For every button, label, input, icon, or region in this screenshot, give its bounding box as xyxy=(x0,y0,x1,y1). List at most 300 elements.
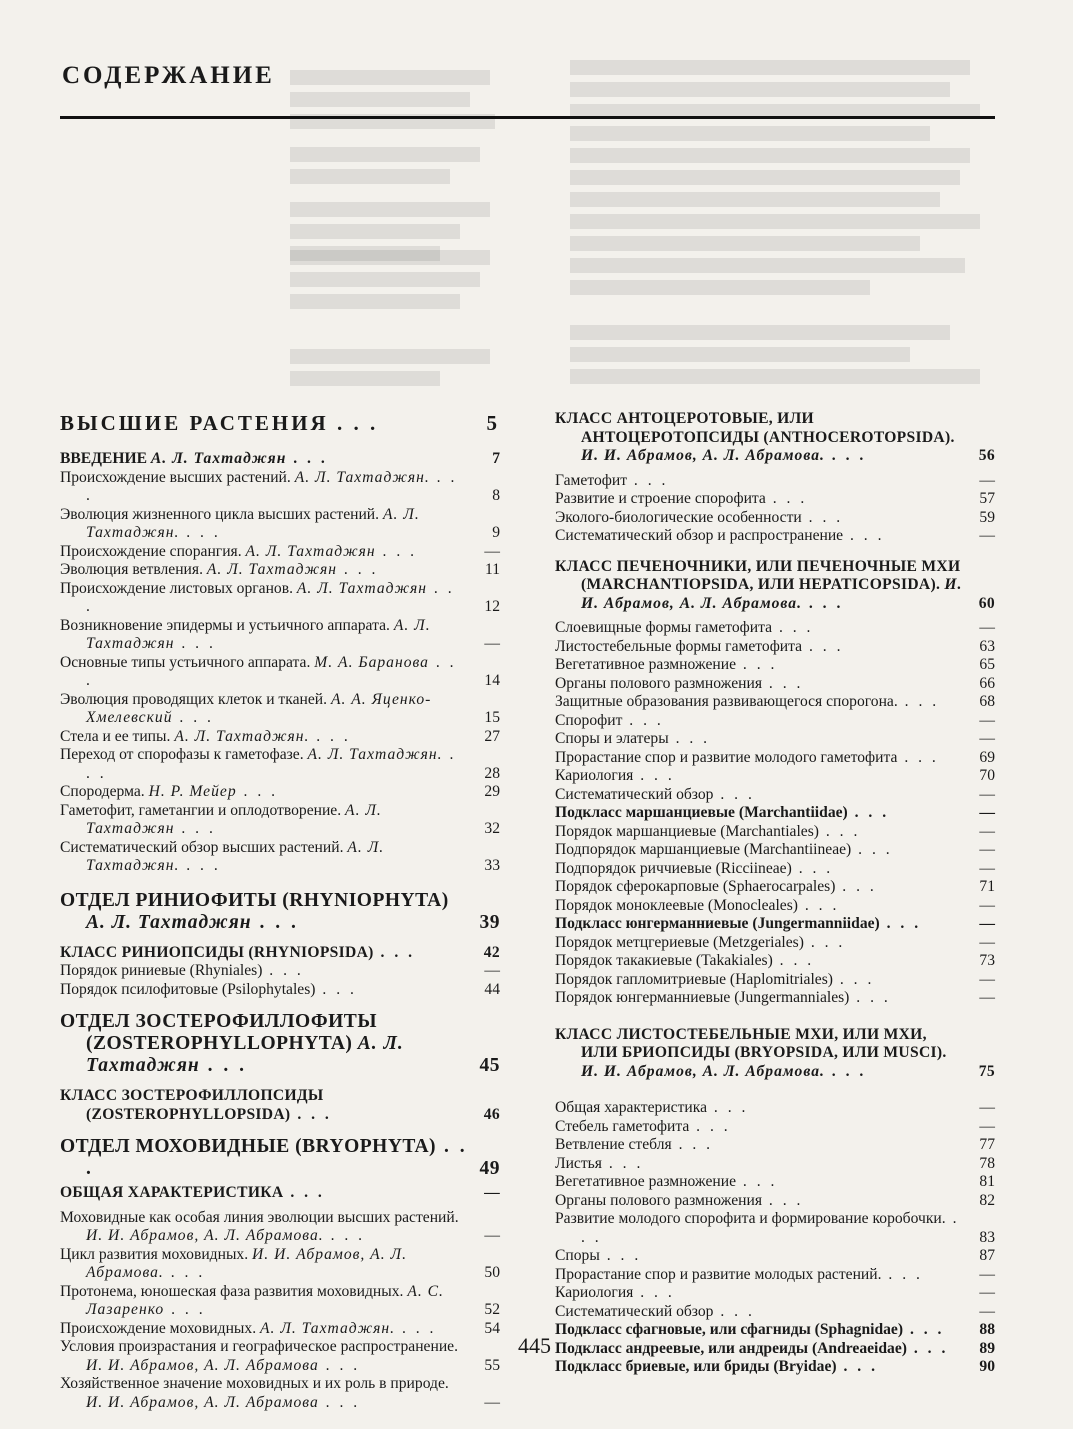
toc-entry-text xyxy=(555,558,963,614)
entry-page: 5 xyxy=(486,411,500,435)
toc-entry-text xyxy=(60,543,468,562)
leader-dots: . . . xyxy=(318,1393,361,1411)
toc-entry xyxy=(60,1320,500,1339)
toc-entry-text xyxy=(555,490,963,509)
leader-dots: . . . xyxy=(736,656,778,673)
entry-page: — xyxy=(979,730,995,747)
entry-title: Вегетативное размножение xyxy=(555,656,737,673)
toc-entry-text xyxy=(60,506,468,543)
entry-page: — xyxy=(979,1284,995,1301)
entry-title: Гаметофит xyxy=(555,471,628,489)
leader-dots: . . . xyxy=(906,1339,949,1357)
toc-entry xyxy=(60,981,500,1000)
toc-entry-text xyxy=(555,749,963,768)
leader-dots: . . . xyxy=(375,542,418,560)
leader-dots: . . . xyxy=(897,693,940,710)
entry-page: 45 xyxy=(479,1055,500,1076)
leader-dots: . . . xyxy=(835,878,877,895)
entry-author: А. С. Лазаренко xyxy=(86,1282,444,1318)
toc-entry-text xyxy=(555,786,963,805)
entry-page: 55 xyxy=(484,1356,500,1374)
entry-title: Порядок метцгериевые (Metzgeriales) xyxy=(555,933,804,951)
toc-entry-text xyxy=(555,878,963,897)
toc-entry xyxy=(60,962,500,981)
toc-entry xyxy=(555,897,995,916)
entry-page: — xyxy=(484,1184,500,1201)
entry-page: 89 xyxy=(979,1339,995,1357)
toc-entry-text xyxy=(555,989,963,1008)
toc-entry-text xyxy=(555,1340,963,1359)
toc-entry-text xyxy=(555,712,963,731)
entry-title: Прорастание спор и развитие молодых растений. xyxy=(555,1265,882,1283)
entry-title: Хозяйственное значение моховидных и их роль в природе. xyxy=(60,1375,449,1392)
toc-entry xyxy=(60,450,500,469)
toc-entry-text xyxy=(555,971,963,990)
toc-entry-text xyxy=(555,1155,963,1174)
toc-entry xyxy=(60,1011,500,1077)
page-number: 445 xyxy=(518,1333,551,1358)
toc-entry xyxy=(60,543,500,562)
toc-entry-text xyxy=(60,839,468,876)
toc-entry-text xyxy=(60,410,468,436)
toc-entry xyxy=(555,638,995,657)
entry-page: 68 xyxy=(979,693,995,710)
toc-entry xyxy=(555,1173,995,1192)
leader-dots: . . . xyxy=(713,785,755,803)
entry-title: ОТДЕЛ ЗОСТЕРОФИЛЛОФИТЫ (ZOSTEROPHYLLOPHYTA) xyxy=(60,1011,377,1054)
toc-entry-text xyxy=(60,654,468,691)
entry-page: 11 xyxy=(484,561,500,578)
toc-entry-text xyxy=(555,952,963,971)
entry-author: А. Л. Тахтаджян xyxy=(86,616,431,652)
toc-entry xyxy=(555,934,995,953)
toc-entry xyxy=(555,749,995,768)
entry-page: — xyxy=(979,619,995,636)
entry-page: 82 xyxy=(979,1191,995,1209)
entry-title: Подкласс сфагновые, или сфагниды (Sphagnidae) xyxy=(555,1321,904,1338)
entry-page: — xyxy=(979,822,995,840)
leader-dots: . . . xyxy=(373,943,416,961)
toc-entry xyxy=(555,1210,995,1247)
toc-entry-text xyxy=(555,1303,963,1322)
toc-entry xyxy=(60,617,500,654)
entry-page: — xyxy=(979,933,995,951)
entry-page: — xyxy=(484,1393,500,1411)
entry-title: КЛАСС АНТОЦЕРОТОВЫЕ, ИЛИ АНТОЦЕРОТОПСИДЫ (ANTHOCEROTOPSIDA). xyxy=(555,410,955,446)
toc-entry xyxy=(555,952,995,971)
toc-entry xyxy=(555,860,995,879)
entry-title: Порядок гапломитриевые (Haplomitriales) xyxy=(555,970,833,988)
toc-entry xyxy=(60,1283,500,1320)
entry-page: 32 xyxy=(484,820,500,837)
toc-entry-text xyxy=(555,619,963,638)
toc-entry xyxy=(60,802,500,839)
leader-dots: . . . xyxy=(713,1302,755,1320)
toc-entry xyxy=(555,1321,995,1340)
toc-entry-text xyxy=(555,1321,963,1340)
toc-entry xyxy=(555,712,995,731)
toc-right-column xyxy=(555,410,995,1377)
leader-dots: . . . xyxy=(337,561,379,578)
leader-dots: . . . xyxy=(86,468,458,504)
entry-author: А. Л. Тахтаджян xyxy=(86,1033,404,1076)
toc-entry xyxy=(555,1340,995,1359)
entry-page: 90 xyxy=(979,1358,995,1375)
toc-entry-text xyxy=(60,469,468,506)
leader-dots: . . . xyxy=(395,1319,437,1337)
leader-dots: . . . xyxy=(86,653,457,689)
leader-dots: . . . xyxy=(772,619,814,636)
toc-entry xyxy=(60,944,500,963)
toc-entry-text xyxy=(60,1209,468,1246)
entry-page: 52 xyxy=(484,1301,500,1318)
entry-page: — xyxy=(484,962,500,979)
entry-title: Стебель гаметофита xyxy=(555,1117,690,1135)
entry-page: 44 xyxy=(484,980,500,998)
toc-entry-text xyxy=(60,1011,468,1077)
entry-title: Систематический обзор и распространение xyxy=(555,527,844,544)
toc-entry-text xyxy=(60,1375,468,1412)
entry-author: И. И. Абрамов, А. Л. Абрамова xyxy=(86,1356,319,1374)
toc-entry xyxy=(60,580,500,617)
entry-author: И. И. Абрамов, А. Л. Абрамова. xyxy=(86,1245,407,1281)
entry-page: 46 xyxy=(483,1105,500,1123)
toc-entry-text xyxy=(60,617,468,654)
entry-title: Порядок маршанциевые (Marchantiales) xyxy=(555,822,819,840)
toc-entry-text xyxy=(555,693,963,712)
toc-entry-text xyxy=(555,934,963,953)
toc-entry xyxy=(60,469,500,506)
toc-entry xyxy=(60,1184,500,1203)
toc-entry xyxy=(555,1136,995,1155)
entry-title: Систематический обзор высших растений. xyxy=(60,838,344,856)
entry-title: Эколого-биологические особенности xyxy=(555,508,802,526)
entry-page: 39 xyxy=(479,911,500,933)
leader-dots: . . . xyxy=(633,1284,675,1301)
leader-dots: . . . xyxy=(836,1358,878,1375)
toc-entry-text xyxy=(555,897,963,916)
toc-entry-text xyxy=(555,1266,963,1285)
toc-entry-text xyxy=(555,1247,963,1266)
toc-entry xyxy=(555,1192,995,1211)
leader-dots: . . . xyxy=(668,730,711,747)
toc-entry-text xyxy=(60,1338,468,1375)
entry-title: Слоевищные формы гаметофита xyxy=(555,619,773,636)
entry-title: Защитные образования развивающегося спорогона. xyxy=(555,693,898,710)
entry-page: — xyxy=(979,915,995,932)
entry-author: М. А. Баранова xyxy=(314,653,429,671)
leader-dots: . . . xyxy=(818,822,861,840)
entry-page: — xyxy=(979,859,995,877)
entry-page: — xyxy=(979,804,995,821)
entry-title: Происхождение моховидных. xyxy=(60,1319,257,1337)
entry-title: Листья xyxy=(555,1154,602,1172)
entry-page: 81 xyxy=(979,1173,995,1190)
entry-author: А. Л. Тахтаджян. xyxy=(294,468,430,486)
show-through-left xyxy=(290,70,500,268)
toc-entry xyxy=(60,1209,500,1246)
toc-entry-text xyxy=(555,410,963,466)
toc-entry xyxy=(60,506,500,543)
entry-page: 71 xyxy=(979,878,995,895)
toc-entry-text xyxy=(60,981,468,1000)
leader-dots: . . . xyxy=(262,962,304,979)
entry-title: Кариология xyxy=(555,1284,634,1301)
entry-title: ВЫСШИЕ РАСТЕНИЯ xyxy=(60,411,329,435)
entry-title: Органы полового размножения xyxy=(555,674,762,692)
leader-dots: . . . xyxy=(671,1136,714,1153)
toc-entry xyxy=(60,1375,500,1412)
leader-dots: . . . xyxy=(86,579,455,615)
toc-entry-text xyxy=(555,1358,963,1377)
leader-dots: . . . xyxy=(174,820,216,837)
entry-author: А. Л. Тахтаджян. xyxy=(307,746,443,763)
leader-dots: . . . xyxy=(707,1099,749,1116)
leader-dots: . . . xyxy=(851,841,893,858)
leader-dots: . . . xyxy=(627,471,669,489)
show-through-right xyxy=(570,60,990,391)
toc-entry xyxy=(60,1338,500,1375)
entry-title: Эволюция проводящих клеток и тканей. xyxy=(60,690,328,708)
entry-page: 65 xyxy=(979,656,995,673)
toc-entry-text xyxy=(555,527,963,546)
toc-entry-text xyxy=(555,656,963,675)
entry-author: А. Л. Тахтаджян xyxy=(150,450,287,467)
entry-title: Возникновение эпидермы и устьичного аппарата. xyxy=(60,616,390,634)
entry-author: А. Л. Тахтаджян xyxy=(206,561,338,578)
toc-entry-text xyxy=(555,860,963,879)
leader-dots: . . . xyxy=(762,674,804,692)
entry-author: И. И. Абрамов, А. Л. Абрамова. xyxy=(581,1062,825,1080)
leader-dots: . . . xyxy=(736,1173,778,1190)
entry-page: 75 xyxy=(978,1062,995,1080)
toc-entry xyxy=(555,804,995,823)
entry-page: — xyxy=(484,635,500,652)
leader-dots: . . . xyxy=(847,804,890,821)
toc-entry-text xyxy=(555,1118,963,1137)
toc-entry xyxy=(555,1247,995,1266)
entry-page: 66 xyxy=(979,674,995,692)
entry-page: 63 xyxy=(979,637,995,655)
leader-dots: . . . xyxy=(290,1105,332,1123)
entry-title: ОБЩАЯ ХАРАКТЕРИСТИКА xyxy=(60,1184,284,1201)
entry-title: Основные типы устьичного аппарата. xyxy=(60,653,311,671)
entry-title: Моховидные как особая линия эволюции высших растений. xyxy=(60,1208,459,1226)
entry-title: Порядок такакиевые (Takakiales) xyxy=(555,952,773,969)
entry-page: — xyxy=(979,989,995,1006)
toc-entry-text xyxy=(60,962,468,981)
toc-entry xyxy=(60,1136,500,1180)
entry-title: Ветвление стебля xyxy=(555,1136,672,1153)
entry-author: И. И. Абрамов, А. Л. Абрамова. xyxy=(581,576,963,612)
entry-title: ОТДЕЛ МОХОВИДНЫЕ (BRYOPHYTA) xyxy=(60,1136,437,1157)
entry-title: Происхождение спорангия. xyxy=(60,542,242,560)
leader-dots: . . . xyxy=(163,1264,206,1281)
toc-entry xyxy=(555,490,995,509)
leader-dots: . . . xyxy=(86,746,457,782)
entry-title: Подкласс андреевые, или андреиды (Andreaeidae) xyxy=(555,1339,907,1357)
entry-author: А. Л. Тахтаджян. xyxy=(260,1319,396,1337)
toc-entry-text xyxy=(60,746,468,783)
entry-page: 7 xyxy=(492,450,500,467)
leader-dots: . . . xyxy=(86,1136,468,1179)
toc-entry xyxy=(555,730,995,749)
toc-entry xyxy=(555,878,995,897)
entry-title: Условия произрастания и географическое распространение. xyxy=(60,1338,458,1355)
leader-dots: . . . xyxy=(832,970,875,988)
entry-title: Вегетативное размножение xyxy=(555,1173,737,1190)
toc-entry xyxy=(60,783,500,802)
entry-page: 54 xyxy=(484,1319,500,1337)
leader-dots: . . . xyxy=(801,508,844,526)
entry-page: — xyxy=(979,711,995,729)
toc-entry-text xyxy=(555,1192,963,1211)
entry-author: И. И. Абрамов, А. Л. Абрамова. xyxy=(86,1227,324,1244)
entry-title: КЛАСС ЛИСТОСТЕБЕЛЬНЫЕ МХИ, ИЛИ МХИ, ИЛИ БРИОПСИДЫ (BRYOPSIDA, ИЛИ MUSCI). xyxy=(555,1025,947,1061)
toc-entry xyxy=(555,767,995,786)
entry-title: Гаметофит, гаметангии и оплодотворение. xyxy=(60,801,342,819)
entry-title: Споры xyxy=(555,1247,600,1264)
entry-title: Прорастание спор и развитие молодого гаметофита xyxy=(555,748,898,766)
entry-author: И. И. Абрамов, А. Л. Абрамова. xyxy=(581,447,825,464)
entry-page: — xyxy=(979,1099,995,1116)
leader-dots: . . . xyxy=(581,1210,960,1246)
toc-entry-text xyxy=(555,915,963,934)
toc-entry xyxy=(60,728,500,747)
toc-entry xyxy=(555,1026,995,1082)
leader-dots: . . . xyxy=(801,594,844,612)
toc-entry xyxy=(555,527,995,546)
toc-entry xyxy=(555,1284,995,1303)
entry-page: 29 xyxy=(484,783,500,800)
toc-entry-text xyxy=(555,841,963,860)
entry-title: Споры и элатеры xyxy=(555,730,669,747)
title-rule xyxy=(60,116,995,119)
toc-entry-text xyxy=(60,1283,468,1320)
entry-title: Протонема, юношеская фаза развития моховидных. xyxy=(60,1282,404,1300)
show-through-center xyxy=(290,250,500,393)
entry-page: — xyxy=(979,1265,995,1283)
entry-title: КЛАСС ПЕЧЕНОЧНИКИ, ИЛИ ПЕЧЕНОЧНЫЕ МХИ (MARCHANTIOPSIDA, ИЛИ HEPATICOPSIDA). xyxy=(555,557,961,593)
toc-entry xyxy=(555,693,995,712)
leader-dots: . . . xyxy=(601,1154,644,1172)
entry-author: И. И. Абрамов, А. Л. Абрамова xyxy=(86,1393,319,1411)
entry-page: — xyxy=(979,1302,995,1320)
entry-title: Систематический обзор xyxy=(555,1302,714,1320)
toc-entry xyxy=(555,1358,995,1377)
entry-page: 50 xyxy=(484,1264,500,1281)
leader-dots: . . . xyxy=(843,527,885,544)
entry-title: Эволюция жизненного цикла высших растений. xyxy=(60,505,380,523)
toc-entry xyxy=(60,1087,500,1124)
toc-entry-text xyxy=(555,472,963,491)
leader-dots: . . . xyxy=(174,635,216,652)
entry-title: Порядок юнгерманниевые (Jungermanniales) xyxy=(555,989,850,1006)
toc-entry-text xyxy=(555,1210,963,1247)
entry-title: Переход от спорофазы к гаметофазе. xyxy=(60,746,304,763)
toc-entry-text xyxy=(60,890,468,934)
toc-entry-text xyxy=(555,675,963,694)
entry-page: 83 xyxy=(979,1228,995,1246)
entry-page: 87 xyxy=(979,1247,995,1264)
entry-page: 60 xyxy=(978,594,995,612)
toc-entry xyxy=(555,410,995,466)
entry-title: ОТДЕЛ РИНИОФИТЫ (RHYNIOPHYTA) xyxy=(60,889,449,911)
toc-entry-text xyxy=(555,1099,963,1118)
toc-entry-text xyxy=(555,730,963,749)
leader-dots: . . . xyxy=(286,450,328,467)
entry-author: А. Л. Тахтаджян xyxy=(86,801,382,837)
leader-dots: . . . xyxy=(797,896,840,914)
entry-page: 88 xyxy=(979,1321,995,1338)
leader-dots: . . . xyxy=(179,857,221,874)
toc-entry xyxy=(555,1118,995,1137)
toc-entry-text xyxy=(555,1136,963,1155)
entry-page: 15 xyxy=(484,709,500,726)
leader-dots: . . . xyxy=(897,748,939,766)
page-title: СОДЕРЖАНИЕ xyxy=(62,62,275,89)
leader-dots: . . . xyxy=(765,490,808,507)
toc-entry xyxy=(555,989,995,1008)
leader-dots: . . . xyxy=(879,915,922,932)
toc-entry-text xyxy=(60,1136,468,1180)
entry-author: А. Л. Тахтаджян. xyxy=(174,727,310,745)
entry-title: Подпорядок маршанциевые (Marchantiineae) xyxy=(555,841,852,858)
toc-entry-text xyxy=(60,450,468,469)
leader-dots: . . . xyxy=(328,411,379,435)
leader-dots: . . . xyxy=(309,727,351,745)
entry-page: 33 xyxy=(484,857,500,874)
toc-entry-text xyxy=(555,767,963,786)
entry-title: Стела и ее типы. xyxy=(60,727,171,745)
toc-entry xyxy=(555,509,995,528)
toc-entry-text xyxy=(60,1320,468,1339)
entry-title: Порядок псилофитовые (Psilophytales) xyxy=(60,980,316,998)
entry-page: — xyxy=(979,527,995,544)
toc-entry-text xyxy=(60,561,468,580)
entry-title: Кариология xyxy=(555,767,634,784)
entry-page: 56 xyxy=(978,447,995,464)
entry-title: Подкласс юнгерманниевые (Jungermanniidae) xyxy=(555,915,880,932)
toc-entry-text xyxy=(555,638,963,657)
entry-author: А. Л. Тахтаджян. xyxy=(86,838,385,874)
toc-entry-text xyxy=(60,728,468,747)
leader-dots: . . . xyxy=(315,980,357,998)
toc-entry xyxy=(555,915,995,934)
leader-dots: . . . xyxy=(236,783,279,800)
entry-title: Эволюция ветвления. xyxy=(60,561,203,578)
toc-entry xyxy=(555,1303,995,1322)
toc-entry-text xyxy=(555,1173,963,1192)
entry-page: 57 xyxy=(979,490,995,507)
entry-page: 8 xyxy=(492,487,500,504)
leader-dots: . . . xyxy=(881,1265,923,1283)
entry-title: КЛАСС РИНИОПСИДЫ (RHYNIOPSIDA) xyxy=(60,943,374,961)
entry-page: 59 xyxy=(979,508,995,526)
toc-entry-text xyxy=(60,783,468,802)
entry-page: — xyxy=(979,896,995,914)
entry-title: Происхождение высших растений. xyxy=(60,468,291,486)
toc-entry-text xyxy=(60,944,468,963)
toc-entry xyxy=(555,656,995,675)
entry-title: КЛАСС ЗОСТЕРОФИЛЛОПСИДЫ (ZOSTEROPHYLLOPSIDA) xyxy=(60,1087,324,1123)
entry-page: 49 xyxy=(479,1158,500,1179)
entry-title: Порядок риниевые (Rhyniales) xyxy=(60,962,263,979)
leader-dots: . . . xyxy=(164,1301,206,1318)
toc-entry xyxy=(60,746,500,783)
toc-entry xyxy=(555,558,995,614)
toc-entry-text xyxy=(60,1184,468,1203)
